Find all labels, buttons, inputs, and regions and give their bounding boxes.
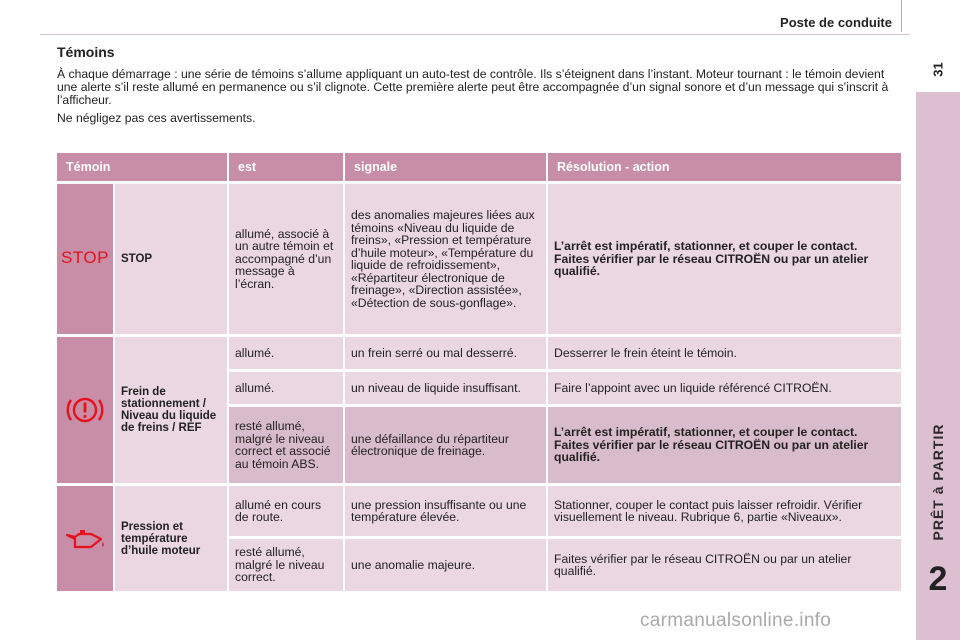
section-title: Poste de conduite (780, 15, 892, 30)
stop-icon: STOP (61, 248, 109, 268)
warning-signal: une anomalie majeure. (345, 539, 548, 591)
col-header-est: est (229, 153, 345, 181)
warning-signal: une défaillance du répartiteur électronique de freinage. (345, 407, 548, 483)
warning-lights-table (57, 150, 903, 594)
page-header (0, 0, 910, 34)
warning-state: resté allumé, malgré le niveau correct. (229, 539, 345, 591)
chapter-side-tab (916, 0, 960, 640)
chapter-label: PRÊT à PARTIR (930, 423, 946, 541)
page-title: Témoins (57, 44, 115, 60)
table-row (57, 184, 903, 334)
header-divider (901, 0, 902, 32)
stop-icon-cell (57, 184, 115, 334)
warning-signal: un niveau de liquide insuffisant. (345, 372, 548, 404)
warning-action: L’arrêt est impératif, stationner, et couper le contact. Faites vérifier par le réseau CITROËN ou par un atelier qualifié. (548, 184, 903, 334)
table-header-row (57, 153, 903, 181)
oil-icon-cell (57, 486, 115, 591)
brake-warning-icon (57, 390, 113, 430)
warning-name: Frein de stationnement / Niveau du liquide de freins / REF (115, 337, 229, 483)
col-header-signale: signale (345, 153, 548, 181)
intro-text (57, 68, 897, 130)
col-header-resolution: Résolution - action (548, 153, 903, 181)
chapter-number: 2 (928, 560, 948, 598)
intro-warning: Ne négligez pas ces avertissements. (57, 111, 256, 125)
oil-can-icon (57, 528, 113, 550)
warning-state: allumé en cours de route. (229, 486, 345, 536)
warning-signal: un frein serré ou mal desserré. (345, 337, 548, 369)
header-rule (40, 34, 910, 35)
warning-state: allumé. (229, 337, 345, 369)
table-row (57, 337, 903, 369)
col-header-temoin: Témoin (57, 153, 229, 181)
warning-action: Desserrer le frein éteint le témoin. (548, 337, 903, 369)
table-row (57, 486, 903, 536)
brake-icon-cell (57, 337, 115, 483)
warning-action: Stationner, couper le contact puis laisser refroidir. Vérifier visuellement le niveau. Rubrique 6, partie «Niveaux». (548, 486, 903, 536)
warning-name: Pression et température d’huile moteur (115, 486, 229, 591)
page-number: 31 (930, 62, 946, 77)
warning-state: allumé. (229, 372, 345, 404)
warning-action: Faire l’appoint avec un liquide référencé CITROËN. (548, 372, 903, 404)
warning-state: allumé, associé à un autre témoin et accompagné d’un message à l’écran. (229, 184, 345, 334)
warning-signal: des anomalies majeures liées aux témoins «Niveau du liquide de freins», «Pression et température d’huile moteur», «Température du liquide de refroidissement», «Répartiteur électronique de freinage», «Direction assistée», «Détection de sous-gonflage». (345, 184, 548, 334)
watermark: carmanualsonline.info (640, 610, 832, 631)
warning-action: Faites vérifier par le réseau CITROËN ou par un atelier qualifié. (548, 539, 903, 591)
warning-state: resté allumé, malgré le niveau correct et associé au témoin ABS. (229, 407, 345, 483)
intro-paragraph: À chaque démarrage : une série de témoins s’allume appliquant un auto-test de contrôle. Ils s’éteignent dans l’instant. Moteur tournant : le témoin devient une alerte s’il reste allumé en permanence ou s’il clignote. Cette première alerte peut être accompagnée d’un signal sonore et d’un message qui s’inscrit à l’afficheur. (57, 67, 889, 107)
warning-signal: une pression insuffisante ou une température élevée. (345, 486, 548, 536)
warning-name: STOP (115, 184, 229, 334)
warning-action: L’arrêt est impératif, stationner, et couper le contact. Faites vérifier par le réseau CITROËN ou par un atelier qualifié. (548, 407, 903, 483)
